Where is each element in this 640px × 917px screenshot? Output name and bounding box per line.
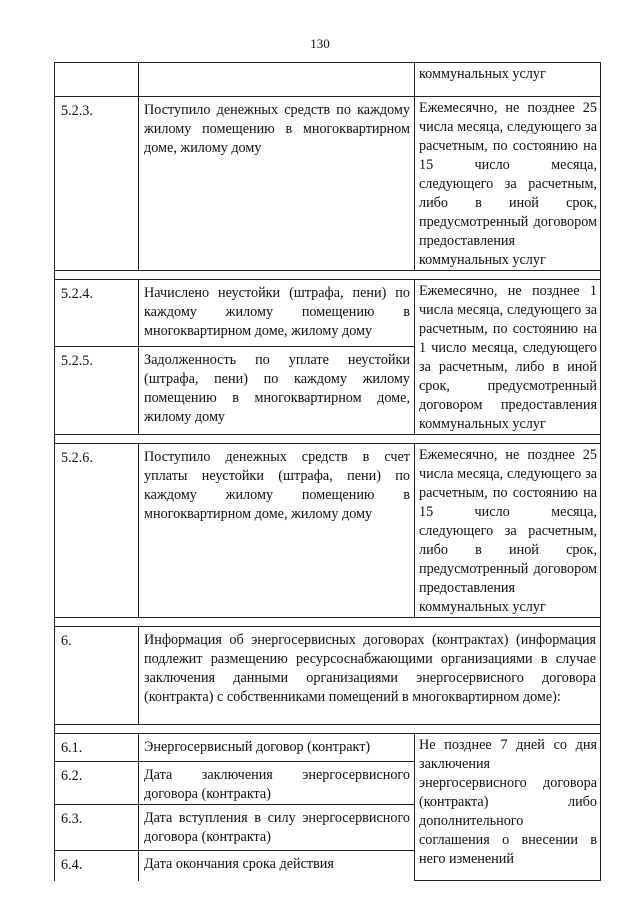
row-description	[139, 63, 415, 97]
table-gap	[55, 435, 601, 444]
row-number: 5.2.6.	[55, 444, 139, 618]
row-term: коммунальных услуг	[415, 63, 601, 97]
row-number: 6.1.	[55, 734, 139, 762]
row-number: 6.2.	[55, 762, 139, 805]
row-description: Дата окончания срока действия	[139, 851, 415, 881]
table-row	[55, 280, 601, 347]
row-description: Начислено неустойки (штрафа, пени) по каждому жилому помещению в многоквартирном доме, жилому дому	[139, 280, 415, 347]
row-description: Дата заключения энергосервисного договора (контракта)	[139, 762, 415, 805]
row-term: Ежемесячно, не позднее 25 числа месяца, следующего за расчетным, по состоянию на 15 число месяца, следующего за расчетным, либо в иной срок, предусмотренный договором предоставления коммунальных услуг	[415, 97, 601, 271]
table-gap	[55, 725, 601, 734]
page-number: 130	[310, 36, 330, 51]
row-number: 6.3.	[55, 805, 139, 851]
row-number: 5.2.4.	[55, 280, 139, 347]
row-number	[55, 63, 139, 97]
row-term-merged: Не позднее 7 дней со дня заключения энергосервисного договора (контракта) либо дополнительного соглашения о внесении в него изменений	[415, 734, 601, 881]
row-description: Поступило денежных средств в счет уплаты неустойки (штрафа, пени) по каждому жилому помещению в многоквартирном доме, жилому дому	[139, 444, 415, 618]
table-row	[55, 97, 601, 271]
table-row	[55, 734, 601, 762]
row-number: 6.	[55, 627, 139, 725]
row-description: Энергосервисный договор (контракт)	[139, 734, 415, 762]
row-description: Дата вступления в силу энергосервисного договора (контракта)	[139, 805, 415, 851]
table-row	[55, 627, 601, 725]
row-number: 5.2.5.	[55, 347, 139, 435]
table-gap	[55, 271, 601, 280]
table-gap	[55, 618, 601, 627]
table-row	[55, 444, 601, 618]
row-description: Поступило денежных средств по каждому жилому помещению в многоквартирном доме, жилому дому	[139, 97, 415, 271]
row-description: Информация об энергосервисных договорах (контрактах) (информация подлежит размещению ресурсоснабжающими организациями в случае заключения данными организациями энергосервисного договора (контракта) с собственниками помещений в многоквартирном доме):	[139, 627, 601, 725]
row-number: 6.4.	[55, 851, 139, 881]
row-number: 5.2.3.	[55, 97, 139, 271]
table-row	[55, 63, 601, 97]
row-term: Ежемесячно, не позднее 25 числа месяца, следующего за расчетным, по состоянию на 15 число месяца, следующего за расчетным, либо в иной срок, предусмотренный договором предоставления коммунальных услуг	[415, 444, 601, 618]
information-table	[54, 62, 601, 881]
row-description: Задолженность по уплате неустойки (штрафа, пени) по каждому жилому помещению в многоквартирном доме, жилому дому	[139, 347, 415, 435]
row-term-merged: Ежемесячно, не позднее 1 числа месяца, следующего за расчетным, по состоянию на 1 число месяца, следующего за расчетным, либо в иной срок, предусмотренный договором предоставления коммунальных услуг	[415, 280, 601, 435]
